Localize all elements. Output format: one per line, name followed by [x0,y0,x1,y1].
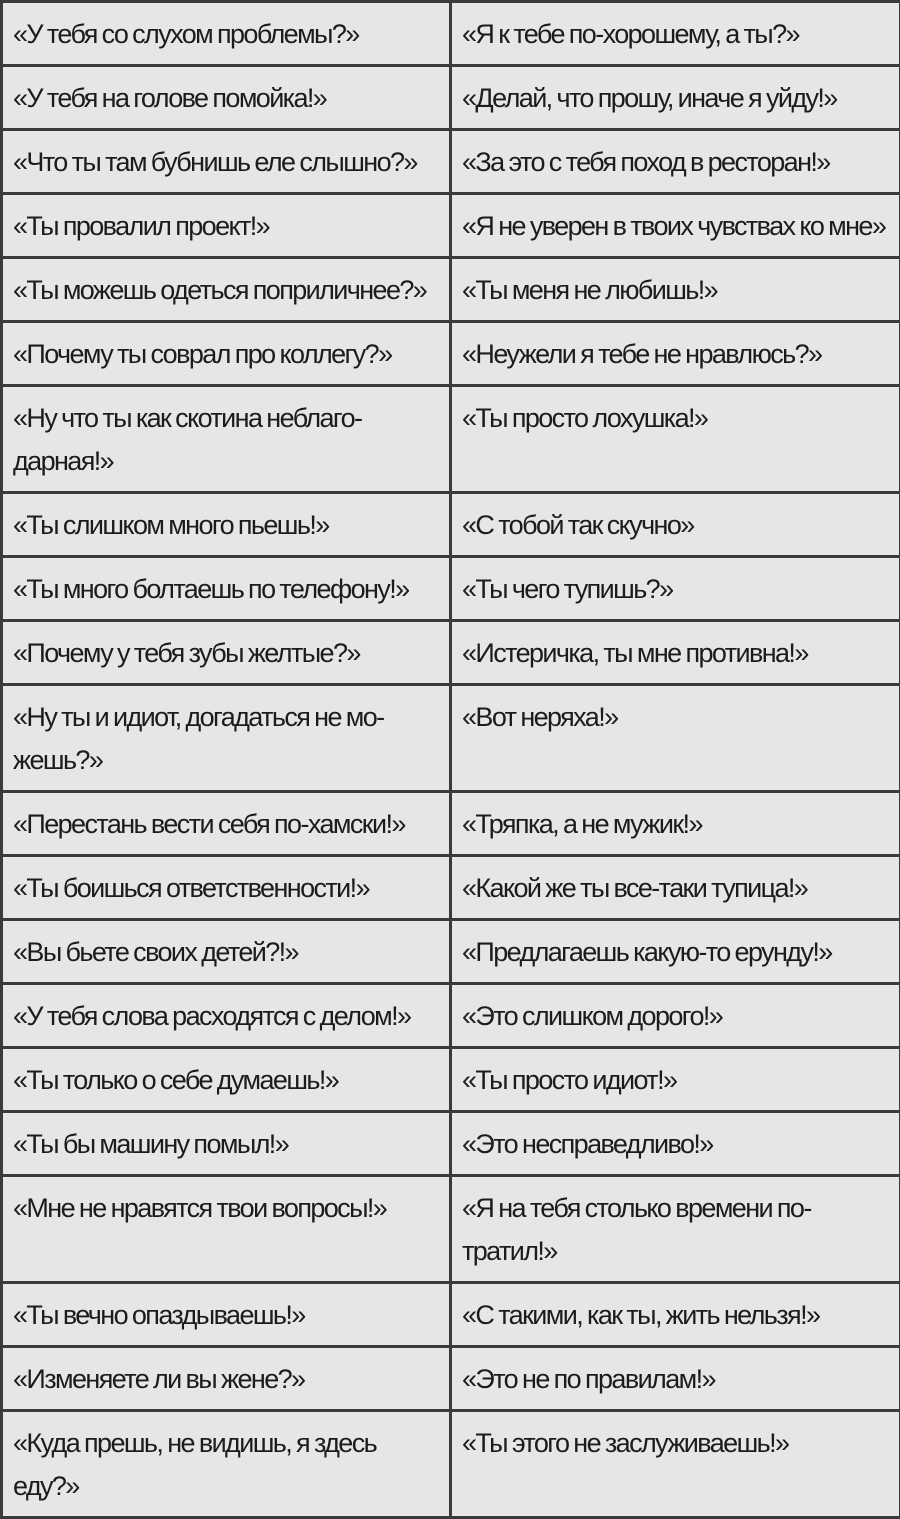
phrase-text-line: «Ты много болтаешь по телефону!» [13,568,439,611]
table-row [2,1347,900,1411]
phrase-cell-left [2,1112,451,1176]
phrase-cell-right [451,194,900,258]
phrase-cell-left [2,621,451,685]
phrase-cell-right [451,557,900,621]
phrase-text-line: «С тобой так скучно» [462,504,889,547]
phrase-cell-left [2,856,451,920]
phrase-cell-right [451,792,900,856]
phrase-cell-right [451,621,900,685]
phrase-cell-right [451,130,900,194]
phrase-text-line: «Тряпка, а не мужик!» [462,803,889,846]
phrase-cell-left [2,920,451,984]
phrase-cell-right [451,493,900,557]
phrase-text-line: «Мне не нравятся твои вопросы!» [13,1187,439,1230]
phrase-text-line: «Предлагаешь какую-то ерунду!» [462,931,889,974]
phrase-cell-left [2,984,451,1048]
phrase-text-line: «Вы бьете своих детей?!» [13,931,439,974]
phrase-cell-right [451,984,900,1048]
table-row [2,386,900,493]
phrase-cell-left [2,1048,451,1112]
phrase-text-line: «Ты только о себе думаешь!» [13,1059,439,1102]
table-row [2,2,900,66]
phrase-cell-left [2,130,451,194]
phrase-text-line: «Делай, что прошу, иначе я уйду!» [462,77,889,120]
phrase-text-line: «Ты меня не любишь!» [462,269,889,312]
phrase-cell-left [2,1411,451,1518]
phrase-cell-left [2,792,451,856]
table-row [2,920,900,984]
phrase-text-line: «Почему у тебя зубы желтые?» [13,632,439,675]
phrase-cell-right [451,1048,900,1112]
phrase-text-line: «Почему ты соврал про коллегу?» [13,333,439,376]
phrase-cell-right [451,1176,900,1283]
table-row [2,557,900,621]
phrase-text-line: «Какой же ты все-таки тупица!» [462,867,889,910]
phrase-cell-right [451,856,900,920]
phrase-text-line: «Это несправедливо!» [462,1123,889,1166]
phrase-text-line: «Ты этого не заслуживаешь!» [462,1422,889,1465]
phrase-text-line: «Это не по правилам!» [462,1358,889,1401]
phrase-text-line: «Ты вечно опаздываешь!» [13,1294,439,1337]
phrase-text-line: «Что ты там бубнишь еле слышно?» [13,141,439,184]
phrase-cell-right [451,685,900,792]
phrase-text-line: «Перестань вести себя по-хамски!» [13,803,439,846]
phrase-cell-left [2,493,451,557]
table-row [2,194,900,258]
table-row [2,66,900,130]
phrase-cell-right [451,322,900,386]
phrase-text-line: «Истеричка, ты мне противна!» [462,632,889,675]
phrase-cell-right [451,386,900,493]
phrase-text-line: «Ты боишься ответственности!» [13,867,439,910]
phrase-text-line: «Я не уверен в твоих чувствах ко мне» [462,205,889,248]
table-row [2,1176,900,1283]
phrase-text-line: «Куда прешь, не видишь, я здесь [13,1422,439,1465]
phrase-text-line: дарная!» [13,440,439,483]
phrase-text-line: «Я на тебя столько времени по- [462,1187,889,1230]
phrase-cell-right [451,2,900,66]
phrase-cell-left [2,386,451,493]
phrase-text-line: «У тебя со слухом проблемы?» [13,13,439,56]
phrase-text-line: «Ты бы машину помыл!» [13,1123,439,1166]
phrase-cell-left [2,557,451,621]
phrase-cell-right [451,920,900,984]
phrase-text-line: «Ты слишком много пьешь!» [13,504,439,547]
phrase-cell-left [2,1176,451,1283]
table-row [2,621,900,685]
table-row [2,984,900,1048]
phrase-text-line: «Ты просто лохушка!» [462,397,889,440]
phrase-text-line: «Ты провалил проект!» [13,205,439,248]
phrase-text-line: «Ну что ты как скотина неблаго- [13,397,439,440]
table-row [2,322,900,386]
table-row [2,258,900,322]
phrase-cell-left [2,66,451,130]
phrase-text-line: еду?» [13,1465,439,1508]
phrase-text-line: «Изменяете ли вы жене?» [13,1358,439,1401]
phrase-cell-left [2,1283,451,1347]
table-row [2,1048,900,1112]
phrase-text-line: тратил!» [462,1230,889,1273]
phrase-cell-left [2,258,451,322]
table-body [2,2,900,1518]
phrase-text-line: «Вот неряха!» [462,696,889,739]
phrase-text-line: «Ты просто идиот!» [462,1059,889,1102]
table-row [2,493,900,557]
phrase-text-line: «Я к тебе по-хорошему, а ты?» [462,13,889,56]
table-row [2,792,900,856]
table-row [2,856,900,920]
phrase-text-line: «Неужели я тебе не нравлюсь?» [462,333,889,376]
phrase-cell-left [2,194,451,258]
phrase-text-line: «У тебя на голове помойка!» [13,77,439,120]
phrase-cell-right [451,1112,900,1176]
phrase-cell-left [2,2,451,66]
table-row [2,1112,900,1176]
phrase-text-line: «Ты чего тупишь?» [462,568,889,611]
phrase-text-line: «Ну ты и идиот, догадаться не мо- [13,696,439,739]
phrase-cell-right [451,258,900,322]
phrase-text-line: жешь?» [13,739,439,782]
table-row [2,1411,900,1518]
phrase-text-line: «У тебя слова расходятся с делом!» [13,995,439,1038]
phrase-cell-left [2,322,451,386]
phrase-cell-right [451,1283,900,1347]
phrase-cell-right [451,66,900,130]
table-row [2,685,900,792]
phrase-text-line: «За это с тебя поход в ресторан!» [462,141,889,184]
phrase-text-line: «Ты можешь одеться поприличнее?» [13,269,439,312]
phrase-cell-right [451,1411,900,1518]
phrase-cell-left [2,685,451,792]
table-row [2,1283,900,1347]
phrase-cell-right [451,1347,900,1411]
phrase-text-line: «Это слишком дорого!» [462,995,889,1038]
phrase-cell-left [2,1347,451,1411]
phrase-text-line: «С такими, как ты, жить нельзя!» [462,1294,889,1337]
table-row [2,130,900,194]
